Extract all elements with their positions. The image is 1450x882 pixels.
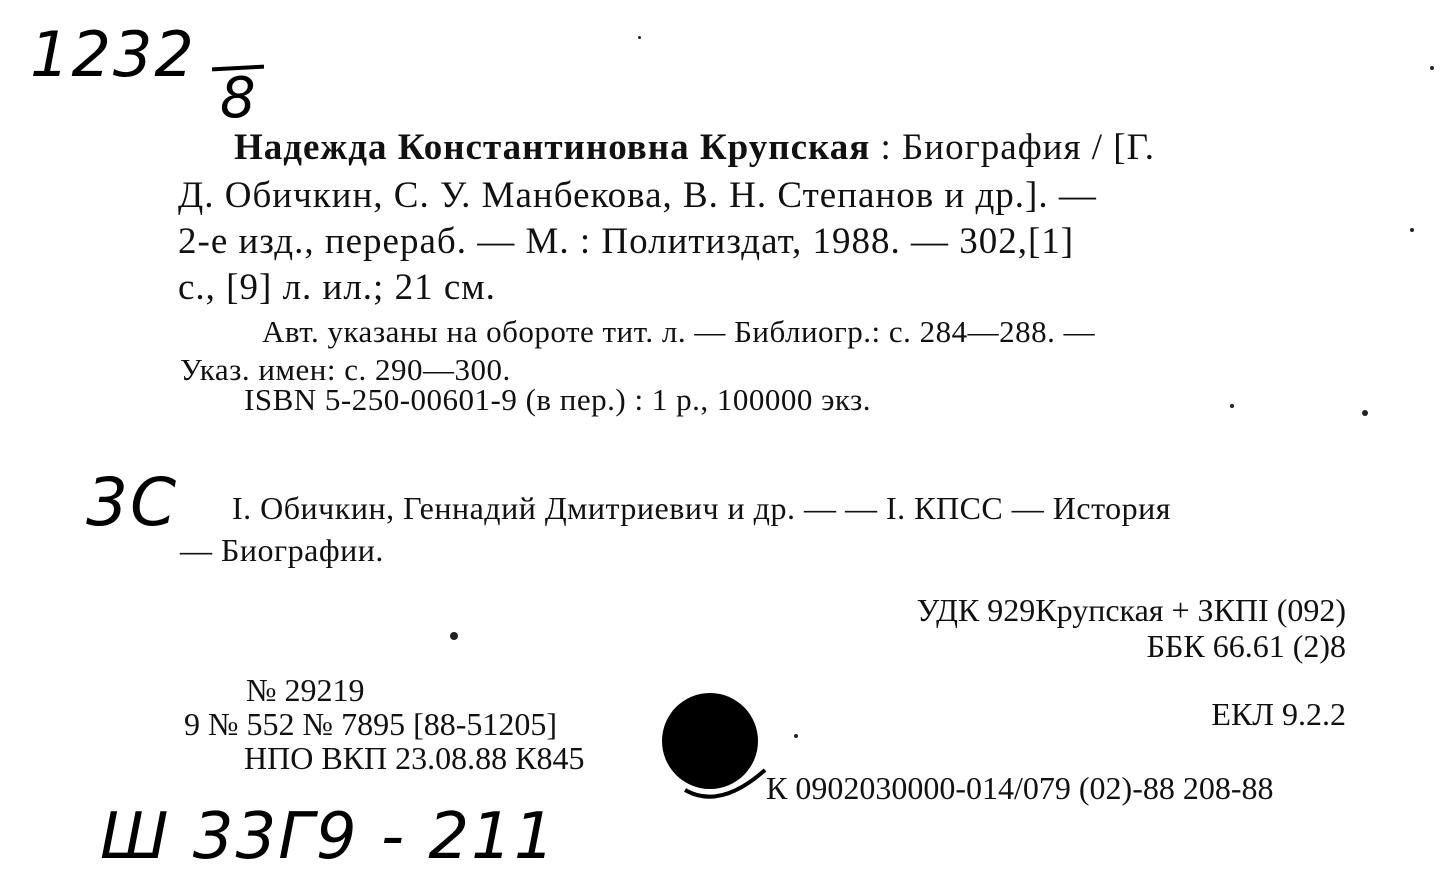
tracings-line-1: I. Обичкин, Геннадий Дмитриевич и др. — — I. КПСС — История	[232, 490, 1171, 526]
entry-line-3: 2-е изд., перераб. — М. : Политиздат, 1988. — 302,[1]	[178, 221, 1075, 262]
punch-hole-curl	[680, 760, 780, 810]
speck	[1410, 228, 1414, 232]
speck	[638, 36, 641, 39]
speck	[1230, 404, 1234, 408]
speck	[1362, 410, 1368, 416]
book-title: Надежда Константиновна Крупская	[234, 127, 871, 168]
speck	[450, 632, 458, 640]
isbn-line: ISBN 5-250-00601-9 (в пер.) : 1 р., 100000 экз.	[244, 382, 872, 417]
entry-line-2: Д. Обичкин, С. У. Манбекова, В. Н. Степанов и др.]. —	[178, 175, 1097, 216]
speck	[794, 734, 798, 738]
entry-line-4: с., [9] л. ил.; 21 см.	[178, 267, 496, 308]
udk-index: УДК 929Крупская + ЗКПI (092)	[916, 592, 1346, 628]
tracings-line-2: — Биографии.	[180, 532, 384, 568]
call-number-main: 1232	[30, 18, 196, 91]
order-number: 9 № 552 № 7895 [88-51205]	[184, 706, 558, 742]
handwritten-bottom-code: Ш 33Г9 - 211	[100, 800, 557, 874]
k-code: К 0902030000-014/079 (02)-88 208-88	[766, 770, 1274, 806]
handwritten-call-number	[30, 18, 196, 91]
card-number: № 29219	[246, 672, 365, 708]
notes-line-2: Указ. имен: с. 290—300.	[180, 352, 511, 387]
bbk-index: ББК 66.61 (2)8	[1146, 628, 1346, 664]
handwritten-call-number-fraction: 8	[220, 66, 258, 131]
notes-line-1: Авт. указаны на обороте тит. л. — Библиогр.: с. 284—288. —	[262, 314, 1096, 349]
handwritten-class-mark: 3С	[86, 464, 179, 541]
entry-line-1: Надежда Константиновна Крупская : Биография / [Г.	[234, 127, 1156, 168]
ekl-index: ЕКЛ 9.2.2	[1211, 696, 1346, 732]
npo-line: НПО ВКП 23.08.88 К845	[244, 740, 585, 776]
speck	[1430, 66, 1434, 70]
